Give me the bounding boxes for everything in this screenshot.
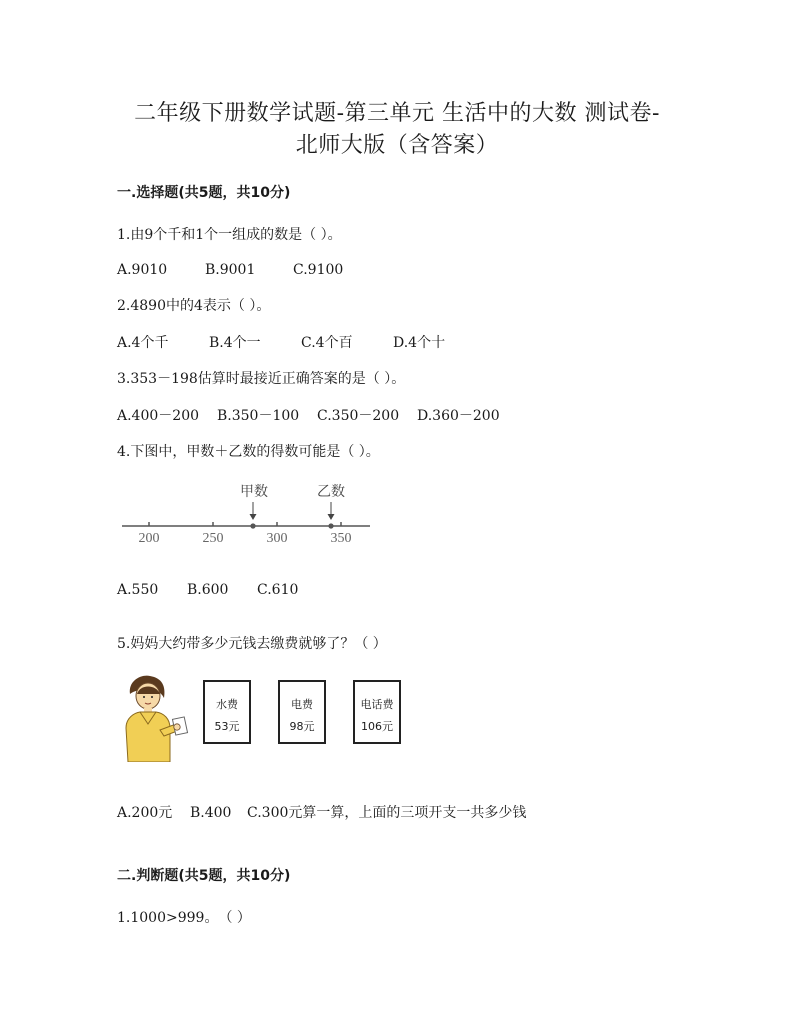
- judgment-question-1: 1.1000>999。 （ ）: [117, 910, 251, 926]
- option-b: B.4个一: [209, 335, 261, 351]
- label-yi: 乙数: [317, 485, 345, 500]
- number-line-figure: [118, 478, 378, 548]
- option-d: D.4个十: [393, 335, 446, 351]
- section-heading-choice: 一.选择题(共5题，共10分): [117, 185, 291, 201]
- point-yi: [328, 523, 333, 528]
- bill-card-water: [203, 680, 251, 744]
- question-3: 3.353－198估算时最接近正确答案的是（ ）。: [117, 371, 406, 387]
- bill-amount: 53元: [214, 720, 240, 733]
- question-1-options: [117, 262, 343, 278]
- question-2: 2.4890中的4表示（ ）。: [117, 298, 271, 314]
- question-3-options: [117, 405, 500, 425]
- option-c: C.4个百: [301, 335, 353, 351]
- question-1: 1.由9个千和1个一组成的数是（ ）。: [117, 227, 342, 243]
- option-a: A.9010: [117, 262, 168, 278]
- question-4: 4.下图中，甲数＋乙数的得数可能是（ ）。: [117, 444, 380, 460]
- document-title-line2: 北师大版（含答案）: [295, 133, 499, 158]
- option-a: A.4个千: [117, 335, 169, 351]
- tick-label: 200: [138, 531, 160, 546]
- arrow-jia: [250, 502, 257, 520]
- question-2-options: [117, 332, 445, 352]
- question-5: 5.妈妈大约带多少元钱去缴费就够了？（ ）: [117, 636, 387, 652]
- bill-label: 电费: [291, 698, 313, 711]
- option-c: C.9100: [293, 262, 344, 278]
- document-title-line1: 二年级下册数学试题-第三单元 生活中的大数 测试卷-: [134, 101, 660, 126]
- tick-label: 250: [202, 531, 224, 546]
- option-c: C.350－200: [317, 408, 400, 424]
- section-heading-judgment: 二.判断题(共5题，共10分): [117, 868, 291, 884]
- bill-label: 电话费: [360, 698, 394, 711]
- tick-label: 350: [330, 531, 352, 546]
- point-jia: [250, 523, 255, 528]
- option-a: A.400－200: [117, 408, 200, 424]
- question-4-options: [117, 582, 298, 598]
- option-c: C.610: [257, 582, 299, 598]
- bill-label: 水费: [216, 698, 238, 711]
- option-a: A.200元: [117, 805, 173, 821]
- question-5-options: [117, 802, 526, 822]
- arrow-yi: [328, 502, 335, 520]
- option-d: D.360－200: [417, 408, 500, 424]
- bill-amount: 106元: [361, 720, 393, 733]
- option-c: C.300元算一算，上面的三项开支一共多少钱: [247, 805, 527, 821]
- tick-label: 300: [266, 531, 288, 546]
- option-b: B.350－100: [217, 408, 300, 424]
- bill-card-phone: [353, 680, 401, 744]
- option-b: B.600: [187, 582, 229, 598]
- woman-illustration: [118, 672, 190, 762]
- bill-card-electricity: [278, 680, 326, 744]
- option-b: B.400: [190, 805, 232, 821]
- option-b: B.9001: [205, 262, 256, 278]
- option-a: A.550: [117, 582, 159, 598]
- label-jia: 甲数: [240, 485, 268, 500]
- bill-amount: 98元: [289, 720, 315, 733]
